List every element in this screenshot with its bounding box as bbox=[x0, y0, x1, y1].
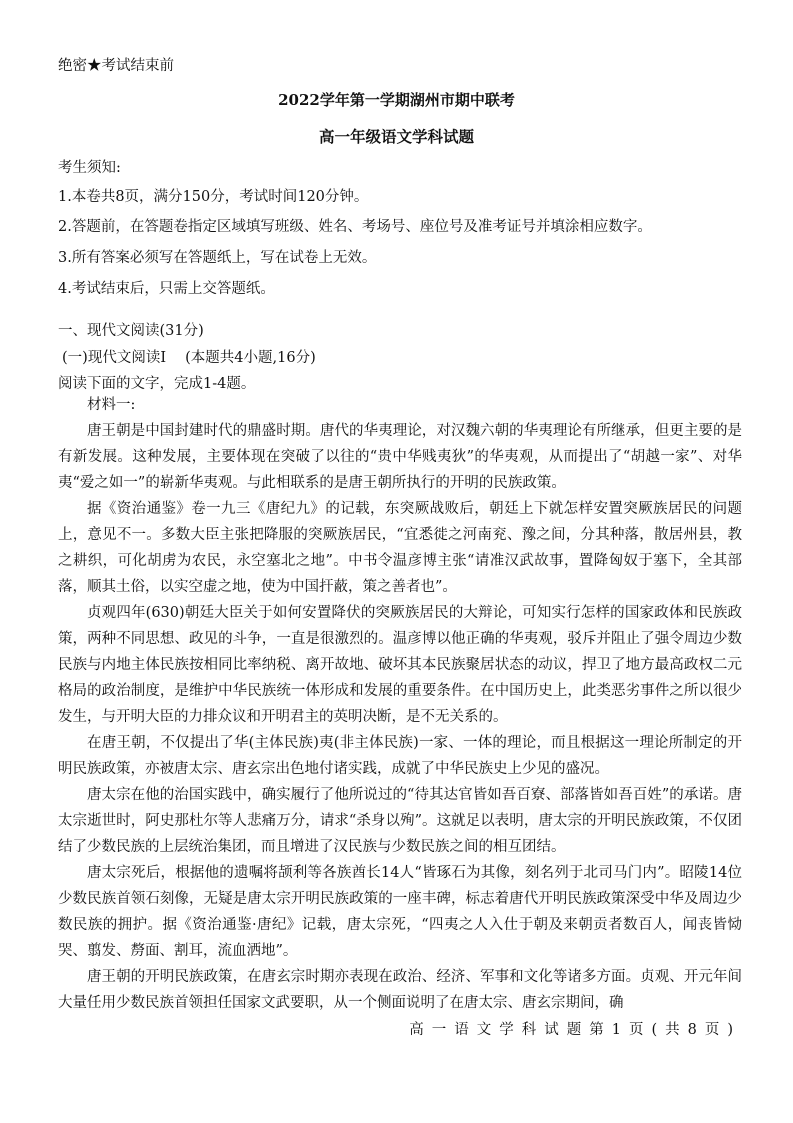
subsection-heading: (一)现代文阅读Ⅰ (本题共4小题,16分) bbox=[62, 350, 316, 366]
confidential-label: 绝密★考试结束前 bbox=[58, 58, 174, 74]
section-heading: 一、现代文阅读(31分) bbox=[58, 323, 204, 339]
material-label: 材料一: bbox=[87, 397, 136, 413]
notice-heading: 考生须知: bbox=[58, 160, 121, 176]
exam-title: 2022学年第一学期湖州市期中联考 bbox=[278, 91, 515, 109]
instruction-text: 阅读下面的文字，完成1-4题。 bbox=[58, 376, 256, 392]
paragraph: 在唐王朝，不仅提出了华(主体民族)夷(非主体民族)一家、一体的理论，而且根据这一理论所制定的开明民族政策，亦被唐太宗、唐玄宗出色地付诸实践，成就了中华民族史上少见的盛况。 bbox=[58, 735, 742, 777]
exam-subtitle: 高一年级语文学科试题 bbox=[318, 127, 474, 146]
reading-material bbox=[58, 392, 742, 1016]
paragraph: 唐太宗死后，根据他的遗嘱将颉利等各族酋长14人“皆琢石为其像，刻名列于北司马门内”。昭陵14位少数民族首领石刻像，无疑是唐太宗开明民族政策的一座丰碑，标志着唐代开明民族政策深受中华及周边少数民族的拥护。据《资治通鉴·唐纪》记载，唐太宗死，“四夷之人入仕于朝及来朝贡者数百人，闻丧皆恸哭、翦发、剺面、割耳，流血洒地”。 bbox=[58, 865, 742, 959]
notice-item: 1.本卷共8页，满分150分，考试时间120分钟。 bbox=[58, 189, 369, 205]
paragraph: 唐王朝的开明民族政策，在唐玄宗时期亦表现在政治、经济、军事和文化等诸多方面。贞观、开元年间大量任用少数民族首领担任国家文武要职，从一个侧面说明了在唐太宗、唐玄宗期间，确 bbox=[58, 969, 742, 1011]
paragraph: 据《资治通鉴》卷一九三《唐纪九》的记载，东突厥战败后，朝廷上下就怎样安置突厥族居民的问题上，意见不一。多数大臣主张把降服的突厥族居民，“宜悉徙之河南兖、豫之间，分其种落，散居州县，教之耕织，可化胡虏为农民，永空塞北之地”。中书令温彦博主张“请准汉武故事，置降匈奴于塞下，全其部落，顺其土俗，以实空虚之地，使为中国扞蔽，策之善者也”。 bbox=[58, 501, 742, 595]
notice-item: 2.答题前，在答题卷指定区域填写班级、姓名、考场号、座位号及准考证号并填涂相应数字。 bbox=[58, 219, 652, 235]
notice-item: 4.考试结束后，只需上交答题纸。 bbox=[58, 281, 275, 297]
notice-item: 3.所有答案必须写在答题纸上，写在试卷上无效。 bbox=[58, 250, 377, 266]
paragraph: 贞观四年(630)朝廷大臣关于如何安置降伏的突厥族居民的大辩论，可知实行怎样的国家政体和民族政策，两种不同思想、政见的斗争，一直是很激烈的。温彦博以他正确的华夷观，驳斥并阻止了强令周边少数民族与内地主体民族按相同比率纳税、离开故地、破坏其本民族聚居状态的动议，捍卫了地方最高政权二元格局的政治制度，是维护中华民族统一体形成和发展的重要条件。在中国历史上，此类恶劣事件之所以很少发生，与开明大臣的力排众议和开明君主的英明决断，是不无关系的。 bbox=[58, 605, 742, 725]
paragraph: 唐王朝是中国封建时代的鼎盛时期。唐代的华夷理论，对汉魏六朝的华夷理论有所继承，但更主要的是有新发展。这种发展，主要体现在突破了以往的“贵中华贱夷狄”的华夷观，从而提出了“胡越一家”、对华夷“爱之如一”的崭新华夷观。与此相联系的是唐王朝所执行的开明的民族政策。 bbox=[58, 423, 742, 491]
paragraph: 唐太宗在他的治国实践中，确实履行了他所说过的“待其达官皆如吾百寮、部落皆如吾百姓”的承诺。唐太宗逝世时，阿史那杜尔等人悲痛万分，请求“杀身以殉”。这就足以表明，唐太宗的开明民族政策，不仅团结了少数民族的上层统治集团，而且增进了汉民族与少数民族之间的相互团结。 bbox=[58, 787, 742, 855]
page-footer: 高一语文学科试题第1页(共8页) bbox=[409, 1022, 741, 1038]
